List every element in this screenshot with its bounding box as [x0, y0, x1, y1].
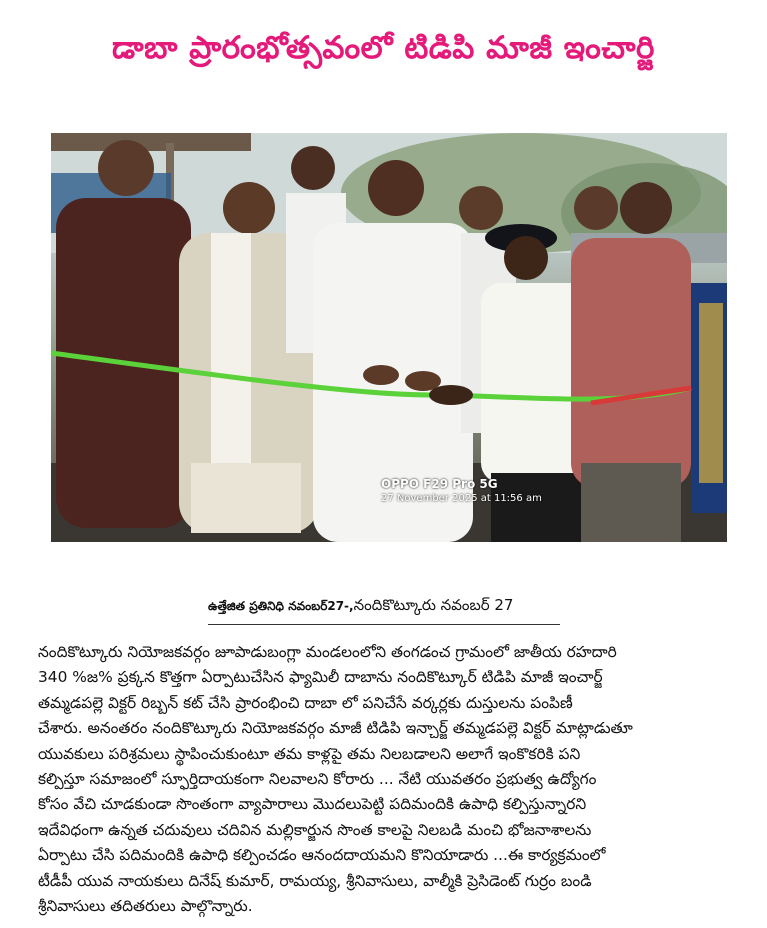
news-photo — [51, 133, 727, 542]
headline: డాబా ప్రారంభోత్సవంలో టిడిపి మాజీ ఇంచార్జి — [112, 30, 655, 66]
body-line: టీడీపీ యువ నాయకులు దినేష్ కుమార్, రామయ్య, శ్రీనివాసులు, వాల్మీకి ప్రెసిడెంట్ గుర్రం బండి — [38, 871, 592, 890]
dateline-place-date: నందికొట్కూరు నవంబర్ 27 — [353, 596, 514, 614]
body-line: శ్రీనివాసులు తదితరులు పాల్గొన్నారు. — [38, 897, 253, 916]
article-body — [38, 640, 738, 919]
body-line: ఇదేవిధంగా ఉన్నత చదువులు చదివిన మల్లికార్జున సొంత కాలపై నిలబడి మంచి భోజనాశాలను — [38, 820, 592, 839]
watermark-device: OPPO F29 Pro 5G — [381, 477, 498, 491]
body-line: యువకులు పరిశ్రమలు స్థాపించుకుంటూ తమ కాళ్లపై తమ నిలబడాలని అలాగే ఇంకొకరికి పని — [38, 744, 581, 763]
photo-watermark — [381, 477, 542, 504]
body-line: నందికొట్కూరు నియోజకవర్గం జూపాడుబంగ్లా మండలంలోని తంగడంచ గ్రామంలో జాతీయ రహదారి — [38, 643, 617, 661]
body-line: తమ్మడపల్లె విక్టర్ రిబ్బన్ కట్ చేసి ప్రారంభించి దాబా లో పనిచేసే వర్కర్లకు దుస్తులను పంపిణీ — [38, 693, 573, 712]
body-line: కోసం వేచి చూడకుండా సొంతంగా వ్యాపారాలు మొదలుపెట్టి పదిమందికి ఉపాధి కల్పిస్తున్నారని — [38, 795, 587, 814]
body-line: కల్పిస్తూ సమాజంలో స్ఫూర్తిదాయకంగా నిలవాలని కోరారు ... నేటి యువతరం ప్రభుత్వ ఉద్యోగం — [38, 770, 597, 789]
body-line: 340 %జ% ప్రక్కన కొత్తగా ఏర్పాటుచేసిన ఫ్యామిలీ దాబాను నందికొట్కూర్ టిడిపి మాజీ ఇంచార్జ్ — [38, 668, 603, 687]
body-line: ఏర్పాటు చేసి పదిమందికి ఉపాధి కల్పించడం ఆనందదాయమని కొనియాడారు ...ఈ కార్యక్రమంలో — [38, 846, 606, 865]
watermark-datetime: 27 November 2025 at 11:56 am — [381, 493, 542, 504]
dateline-source: ఉత్తేజిత ప్రతినిధి నవంబర్27-, — [208, 599, 354, 613]
body-line: చేశారు. అనంతరం నందికొట్కూరు నియోజకవర్గం మాజీ టిడిపి ఇన్చార్జ్ తమ్మడపల్లె విక్టర్ మాట్లాడుతూ — [38, 719, 633, 738]
dateline — [208, 596, 560, 625]
